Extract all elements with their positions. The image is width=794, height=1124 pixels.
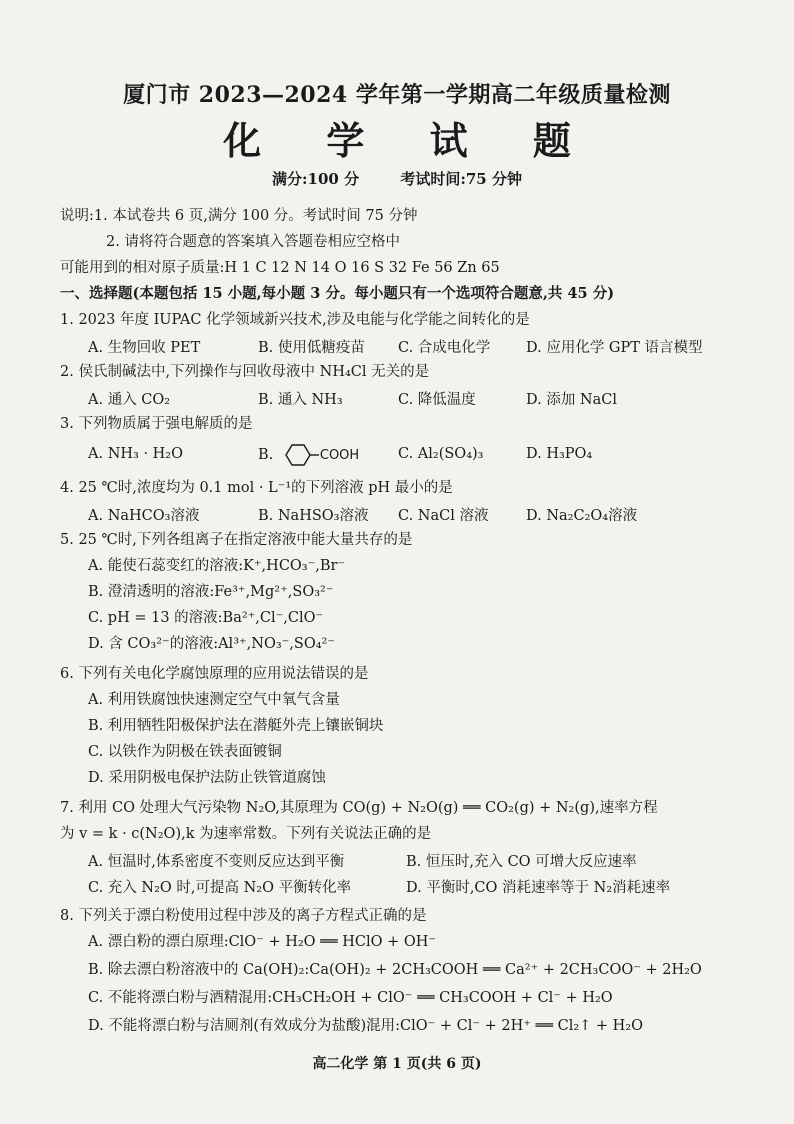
q3-stem: 3. 下列物质属于强电解质的是 xyxy=(60,416,253,432)
q7-option-a: A. 恒温时,体系密度不变则反应达到平衡 xyxy=(88,854,345,870)
q1-option-c: C. 合成电化学 xyxy=(398,340,491,356)
q5-option-d: D. 含 CO₃²⁻的溶液:Al³⁺,NO₃⁻,SO₄²⁻ xyxy=(88,636,336,652)
section-heading: 一、选择题(本题包括 15 小题,每小题 3 分。每小题只有一个选项符合题意,共 45 分) xyxy=(60,285,615,302)
q8-option-d: D. 不能将漂白粉与洁厕剂(有效成分为盐酸)混用:ClO⁻ + Cl⁻ + 2H⁺ ══ Cl₂↑ + H₂O xyxy=(88,1018,644,1034)
q7-option-c: C. 充入 N₂O 时,可提高 N₂O 平衡转化率 xyxy=(88,880,352,896)
q2-option-b: B. 通入 NH₃ xyxy=(258,392,343,408)
q2-option-d: D. 添加 NaCl xyxy=(526,392,618,408)
q3-option-c: C. Al₂(SO₄)₃ xyxy=(398,446,484,462)
q6-option-d: D. 采用阴极电保护法防止铁管道腐蚀 xyxy=(88,770,326,786)
q8-option-c: C. 不能将漂白粉与酒精混用:CH₃CH₂OH + ClO⁻ ══ CH₃COOH + Cl⁻ + H₂O xyxy=(88,990,613,1006)
q4-option-b: B. NaHSO₃溶液 xyxy=(258,508,369,524)
q7-stem-line-2: 为 v = k · c(N₂O),k 为速率常数。下列有关说法正确的是 xyxy=(60,826,432,842)
q7-option-d: D. 平衡时,CO 消耗速率等于 N₂消耗速率 xyxy=(406,880,671,896)
q2-option-a: A. 通入 CO₂ xyxy=(88,392,171,408)
q7-stem-line-1: 7. 利用 CO 处理大气污染物 N₂O,其原理为 CO(g) + N₂O(g) ══ CO₂(g) + N₂(g),速率方程 xyxy=(60,800,658,816)
q2-option-c: C. 降低温度 xyxy=(398,392,476,408)
q8-stem: 8. 下列关于漂白粉使用过程中涉及的离子方程式正确的是 xyxy=(60,908,427,924)
q6-option-a: A. 利用铁腐蚀快速测定空气中氧气含量 xyxy=(88,692,340,708)
subject-title: 化 学 试 题 xyxy=(223,118,597,163)
q4-stem: 4. 25 ℃时,浓度均为 0.1 mol · L⁻¹的下列溶液 pH 最小的是 xyxy=(60,480,453,496)
q1-option-b: B. 使用低糖疫苗 xyxy=(258,340,365,356)
note-line-1: 说明:1. 本试卷共 6 页,满分 100 分。考试时间 75 分钟 xyxy=(60,208,418,224)
q3-option-b-label: B. xyxy=(258,447,274,463)
benzene-ring-icon xyxy=(278,442,320,468)
q6-option-b: B. 利用牺牲阳极保护法在潜艇外壳上镶嵌铜块 xyxy=(88,718,384,734)
q5-option-c: C. pH = 13 的溶液:Ba²⁺,Cl⁻,ClO⁻ xyxy=(88,610,324,626)
q3-option-d: D. H₃PO₄ xyxy=(526,446,593,462)
q3-option-b xyxy=(258,442,359,468)
q5-option-b: B. 澄清透明的溶液:Fe³⁺,Mg²⁺,SO₃²⁻ xyxy=(88,584,334,600)
q4-option-a: A. NaHCO₃溶液 xyxy=(88,508,200,524)
q1-option-a: A. 生物回收 PET xyxy=(88,340,201,356)
q5-stem: 5. 25 ℃时,下列各组离子在指定溶液中能大量共存的是 xyxy=(60,532,413,548)
q8-option-b: B. 除去漂白粉溶液中的 Ca(OH)₂:Ca(OH)₂ + 2CH₃COOH ══ Ca²⁺ + 2CH₃COO⁻ + 2H₂O xyxy=(88,962,702,978)
q3-option-a: A. NH₃ · H₂O xyxy=(88,446,184,462)
exam-meta xyxy=(0,168,794,189)
q1-stem: 1. 2023 年度 IUPAC 化学领域新兴技术,涉及电能与化学能之间转化的是 xyxy=(60,312,530,328)
q5-option-a: A. 能使石蕊变红的溶液:K⁺,HCO₃⁻,Br⁻ xyxy=(88,558,346,574)
q4-option-d: D. Na₂C₂O₄溶液 xyxy=(526,508,638,524)
q7-option-b: B. 恒压时,充入 CO 可增大反应速率 xyxy=(406,854,637,870)
q3-option-b-group: COOH xyxy=(319,448,360,463)
exam-title: 厦门市 2023—2024 学年第一学期高二年级质量检测 xyxy=(123,82,671,108)
note-line-2: 2. 请将符合题意的答案填入答题卷相应空格中 xyxy=(106,234,400,250)
q6-stem: 6. 下列有关电化学腐蚀原理的应用说法错误的是 xyxy=(60,666,369,682)
full-score: 满分:100 分 xyxy=(272,170,360,188)
q6-option-c: C. 以铁作为阴极在铁表面镀铜 xyxy=(88,744,282,760)
q4-option-c: C. NaCl 溶液 xyxy=(398,508,489,524)
atomic-mass-line: 可能用到的相对原子质量:H 1 C 12 N 14 O 16 S 32 Fe 56 Zn 65 xyxy=(60,260,500,276)
exam-time: 考试时间:75 分钟 xyxy=(400,170,522,188)
q1-option-d: D. 应用化学 GPT 语言模型 xyxy=(526,340,703,356)
q8-option-a: A. 漂白粉的漂白原理:ClO⁻ + H₂O ══ HClO + OH⁻ xyxy=(88,934,437,950)
page-footer: 高二化学 第 1 页(共 6 页) xyxy=(312,1056,482,1072)
q2-stem: 2. 侯氏制碱法中,下列操作与回收母液中 NH₄Cl 无关的是 xyxy=(60,364,430,380)
